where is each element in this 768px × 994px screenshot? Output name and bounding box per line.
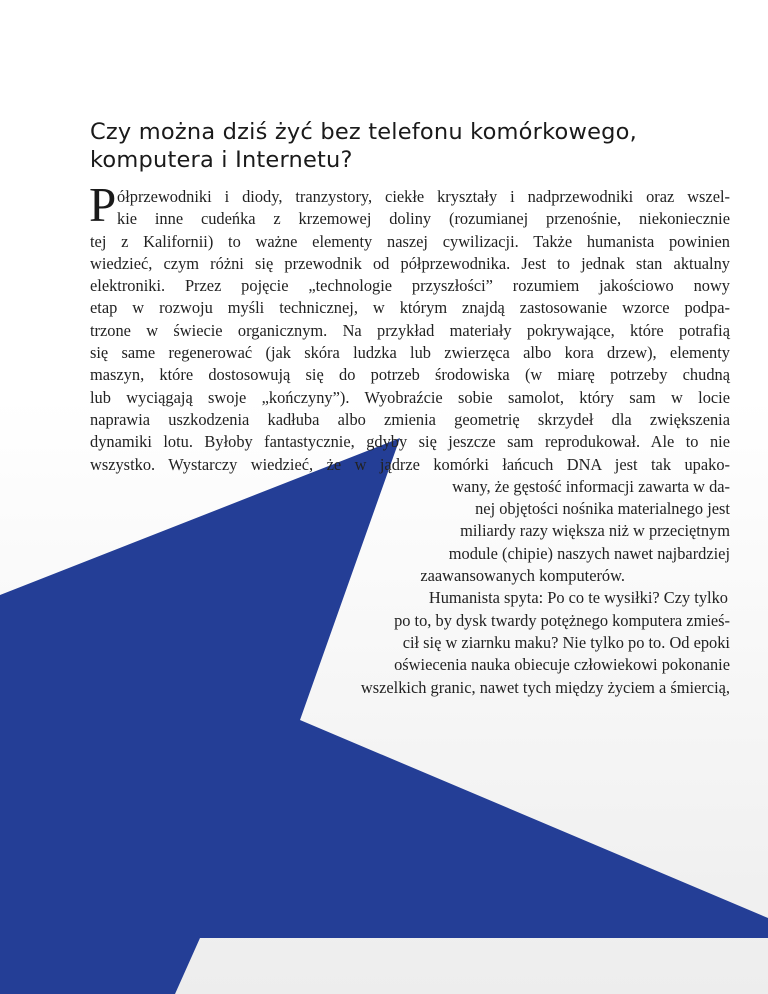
text-line: trzone w świecie organicznym. Na przykład materiały pokrywające, które potrafią [90,320,730,340]
text-line: wszelkich granic, nawet tych między życiem a śmiercią, [360,677,730,697]
text-line: kie inne cudeńka z krzemowej doliny (rozumianej przenośnie, niekoniecznie [117,209,730,229]
text-line: cił się w ziarnku maku? Nie tylko po to. Od epoki [402,632,730,652]
text-line: naprawia uszkodzenia kadłuba albo zmienia geometrię skrzydeł dla zwiększenia [90,409,730,429]
text-line: lub wyciągają swoje „kończyny”). Wyobraźcie sobie samolot, który sam w locie [90,387,730,407]
text-line: Humanista spyta: Po co te wysiłki? Czy tylko [428,588,728,608]
page-title: Czy można dziś żyć bez telefonu komórkowego, komputera i Internetu? [90,119,637,173]
text-line: wany, że gęstość informacji zawarta w da- [452,476,730,496]
drop-cap: P [89,177,117,232]
text-line: zaawansowanych komputerów. [420,566,625,586]
text-line: wszystko. Wystarczy wiedzieć, że w jądrze komórki łańcuch DNA jest tak upako- [90,454,730,474]
text-line: etap w rozwoju myśli technicznej, w którym znajdą zastosowanie wzorce podpa- [90,298,730,318]
text-line: dynamiki lotu. Byłoby fantastycznie, gdyby się jeszcze sam reprodukował. Ale to nie [90,432,730,452]
text-line: miliardy razy większa niż w przeciętnym [460,521,730,541]
text-line: maszyn, które dostosowują się do potrzeb środowiska (w miarę potrzeby chudną [90,365,730,385]
text-line: tej z Kalifornii) to ważne elementy naszej cywilizacji. Także humanista powinien [90,231,730,251]
text-line: oświecenia nauka obiecuje człowiekowi pokonanie [394,655,730,675]
article-body [90,186,730,699]
text-line: wiedzieć, czym różni się przewodnik od półprzewodnika. Jest to jednak stan aktualny [90,253,730,273]
text-line: module (chipie) naszych nawet najbardziej [448,543,730,563]
text-line: nej objętości nośnika materialnego jest [475,499,730,519]
text-line: ółprzewodniki i diody, tranzystory, ciekłe kryształy i nadprzewodniki oraz wszel- [117,187,730,206]
text-line: elektroniki. Przez pojęcie „technologie przyszłości” rozumiem jakościowo nowy [90,276,730,296]
text-line: się same regenerować (jak skóra ludzka lub zwierzęca albo kora drzew), elementy [90,343,730,363]
text-line: po to, by dysk twardy potężnego komputera zmieś- [394,610,730,630]
